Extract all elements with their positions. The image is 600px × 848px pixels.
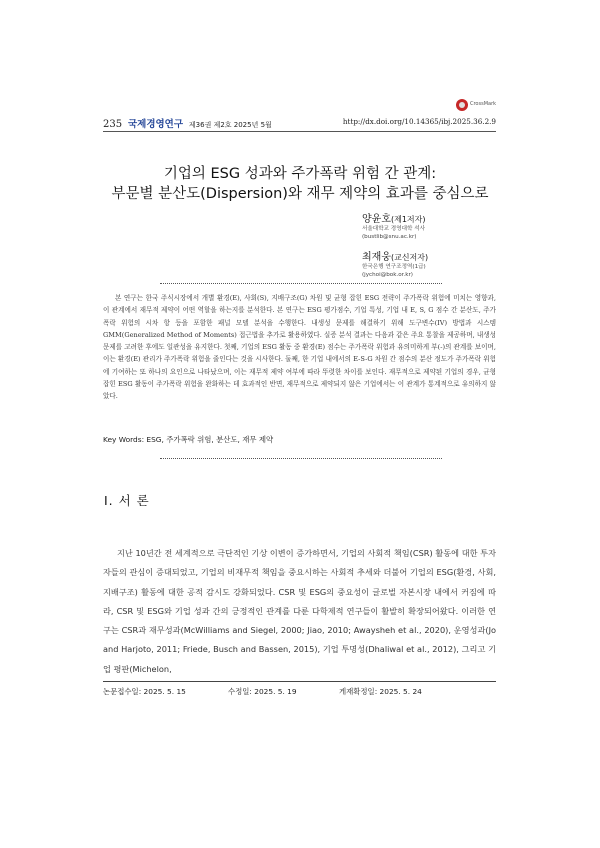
author-name <box>362 210 426 225</box>
author-affiliation: 한국은행 연구조정역(1급) <box>362 264 426 270</box>
header-rule <box>103 131 496 132</box>
page-number: 235 <box>103 119 123 130</box>
received-date: 논문접수일: 2025. 5. 15 <box>103 687 186 696</box>
journal-issue: 제36권 제2호 2025년 5월 <box>188 121 272 129</box>
footer-rule <box>103 681 496 682</box>
author-affiliation: 서울대학교 경영대학 석사 <box>362 226 425 232</box>
author-role: (제1저자) <box>390 215 426 224</box>
author-name-text: 최재웅 <box>362 252 391 263</box>
author-role: (교신저자) <box>390 253 429 262</box>
author-name <box>362 248 428 263</box>
author-name-text: 양윤호 <box>362 214 391 225</box>
body-paragraph: 지난 10년간 전 세계적으로 극단적인 기상 이변이 증가하면서, 기업의 사회적 책임(CSR) 활동에 대한 투자자들의 관심이 증대되었고, 기업의 비재무적 책임을 중요시하는 사회적 추세와 더불어 기업의 ESG(환경, 사회, 지배구조) 활동에 대한 공적 감시도 강화되었다. CSR 및 ESG의 중요성이 글로벌 자본시장 내에서 커짐에 따라, CSR 및 ESG와 기업 성과 간의 긍정적인 관계를 다룬 다학제적 연구들이 활발히 확장되어왔다. 이러한 연구는 CSR과 재무성과(McWilliams and Siegel, 2000; Jiao, 2010; Awaysheh et al., 2020), 운영성과(Jo and Harjoto, 2011; Friede, Busch and Bassen, 2015), 기업 투명성(Dhaliwal et al., 2012), 그리고 기업 평판(Michelon, <box>103 548 496 674</box>
crossmark-icon <box>456 99 468 111</box>
abstract-top-divider <box>160 283 442 284</box>
author-block <box>362 248 428 279</box>
crossmark-label: CrossMark <box>470 101 497 107</box>
abstract-bottom-divider <box>160 458 442 459</box>
doi-link[interactable]: http://dx.doi.org/10.14365/ibj.2025.36.2.9 <box>342 117 496 126</box>
keywords: Key Words: ESG, 주가폭락 위험, 분산도, 재무 제약 <box>103 435 274 444</box>
section-heading: Ⅰ. 서 론 <box>104 493 150 508</box>
journal-name: 국제경영연구 <box>127 119 184 130</box>
paper-title-line-2: 부문별 분산도(Dispersion)와 재무 제약의 효과를 중심으로 <box>111 186 489 202</box>
revised-date: 수정일: 2025. 5. 19 <box>228 687 297 696</box>
author-email[interactable]: (bustlib@snu.ac.kr) <box>362 234 417 240</box>
author-email[interactable]: (jychoi@bok.or.kr) <box>362 272 413 278</box>
paper-title-line-1: 기업의 ESG 성과와 주가폭락 위험 간 관계: <box>163 166 437 182</box>
crossmark-logo[interactable] <box>456 99 496 112</box>
running-header <box>103 116 272 130</box>
author-block <box>362 210 426 241</box>
abstract: 본 연구는 한국 주식시장에서 개별 환경(E), 사회(S), 지배구조(G) 차원 및 균형 잡힌 ESG 전략이 주가폭락 위험에 미치는 영향과, 이 관계에서 재무적 제약이 어떤 역할을 하는지를 분석한다. 본 연구는 ESG 평가점수, 기업 특성, 기업 내 E, S, G 점수 간 분산도, 주가폭락 위험의 시차 항 등을 포함한 패널 모델 분석을 수행한다. 내생성 문제를 해결하기 위해 도구변수(IV) 방법과 시스템 GMM(Generalized Method of Moments) 접근법을 추가로 활용하였다. 실증 분석 결과는 다음과 같은 주요 통찰을 제공하며, 내생성 문제를 고려한 후에도 일관성을 유지한다. 첫째, 기업의 ESG 활동 중 환경(E) 점수는 주가폭락 위험과 유의미하게 부(-)의 관계를 보이며, 이는 환경(E) 관리가 주가폭락 위험을 줄인다는 것을 시사한다. 둘째, 한 기업 내에서의 E-S-G 차원 간 점수의 분산 정도가 주가폭락 위험에 기여하는 또 하나의 요인으로 나타났으며, 이는 재무적 제약 여부에 따라 뚜렷한 차이를 보인다. 재무적으로 제약된 기업의 경우, 균형 잡힌 ESG 활동이 주가폭락 위험을 완화하는 데 효과적인 반면, 재무적으로 제약되지 않은 기업에서는 이 관계가 통계적으로 유의하지 않았다. <box>103 294 496 401</box>
accepted-date: 게재확정일: 2025. 5. 24 <box>339 687 422 696</box>
